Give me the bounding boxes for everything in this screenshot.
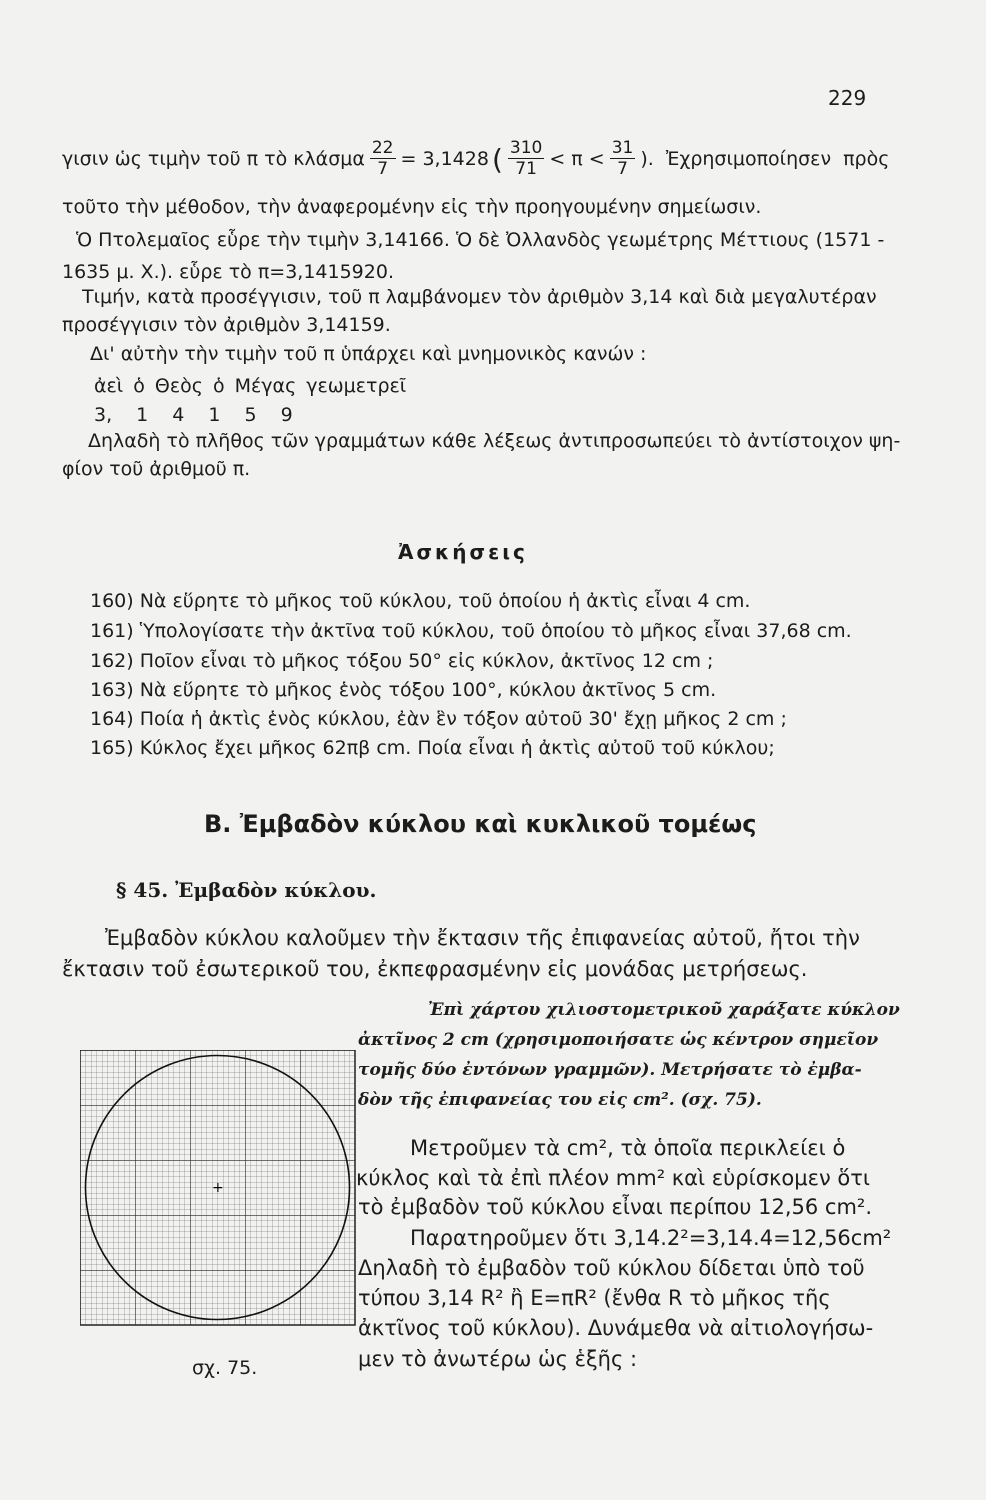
figure-caption: σχ. 75. [192, 1357, 258, 1379]
exercise-item: 161) Ὑπολογίσατε τὴν ἀκτῖνα τοῦ κύκλου, τοῦ ὁποίου τὸ μῆκος εἶναι 37,68 cm. [90, 620, 852, 642]
exercise-item: 165) Κύκλος ἔχει μῆκος 62πβ cm. Ποία εἶναι ἡ ἀκτὶς αὐτοῦ τοῦ κύκλου; [90, 737, 775, 759]
mnemonic-digits: 3, 1 4 1 5 9 [94, 404, 293, 426]
para1-line: Τιμήν, κατὰ προσέγγισιν, τοῦ π λαμβάνομεν τὸν ἀριθμὸν 3,14 καὶ διὰ μεγαλυτέραν [82, 286, 877, 308]
figure-75-graph-paper [80, 1050, 360, 1340]
para1-line: Ὁ Πτολεμαῖος εὗρε τὴν τιμὴν 3,14166. Ὁ δὲ Ὀλλανδὸς γεωμέτρης Μέττιους (1571 - [76, 229, 885, 251]
frac-num: 31 [611, 138, 634, 158]
section-title: Β. Ἐμβαδὸν κύκλου καὶ κυκλικοῦ τομέως [204, 810, 757, 838]
fraction-310-71 [508, 140, 544, 178]
para1-line: 1635 μ. Χ.). εὗρε τὸ π=3,1415920. [62, 261, 394, 283]
exercise-item: 162) Ποῖον εἶναι τὸ μῆκος τόξου 50° εἰς κύκλον, ἀκτῖνος 12 cm ; [90, 650, 714, 672]
right-line: κύκλος καὶ τὰ ἐπὶ πλέον mm² καὶ εὑρίσκομεν ὅτι [356, 1166, 870, 1190]
right-line: τύπου 3,14 R² ἢ E=πR² (ἔνθα R τὸ μῆκος τῆς [358, 1286, 831, 1310]
right-line: Δηλαδὴ τὸ ἐμβαδὸν τοῦ κύκλου δίδεται ὑπὸ τοῦ [358, 1256, 865, 1280]
right-line: Παρατηροῦμεν ὅτι 3,14.2²=3,14.4=12,56cm² [410, 1226, 892, 1250]
center-mark: + [212, 1180, 224, 1196]
exercise-item: 160) Νὰ εὕρητε τὸ μῆκος τοῦ κύκλου, τοῦ ὁποίου ἡ ἀκτὶς εἶναι 4 cm. [90, 590, 751, 612]
exercise-item: 164) Ποία ἡ ἀκτὶς ἑνὸς κύκλου, ἐὰν ἓν τόξον αὐτοῦ 30' ἔχῃ μῆκος 2 cm ; [90, 708, 787, 730]
page-number: 229 [828, 86, 867, 110]
right-line: μεν τὸ ἀνωτέρω ὡς ἑξῆς : [358, 1347, 638, 1371]
frac-num: 310 [509, 138, 543, 158]
right-line: Μετροῦμεν τὰ cm², τὰ ὁποῖα περικλείει ὁ [410, 1136, 846, 1160]
fraction-31-7 [610, 140, 636, 178]
formula-line [62, 140, 889, 178]
fraction-22-7 [370, 140, 396, 178]
definition-line: Ἐμβαδὸν κύκλου καλοῦμεν τὴν ἔκτασιν τῆς ἐπιφανείας αὐτοῦ, ἤτοι τὴν [105, 926, 860, 950]
frac-den: 71 [515, 159, 537, 179]
formula-suffix: ). Ἐχρησιμοποίησεν πρὸς [640, 148, 890, 170]
exercises-title: Ἀσκήσεις [398, 540, 528, 564]
formula-prefix: γισιν ὡς τιμὴν τοῦ π τὸ κλάσμα [62, 148, 365, 170]
right-line: ἀκτῖνος τοῦ κύκλου). Δυνάμεθα νὰ αἰτιολογήσω- [358, 1316, 874, 1340]
italic-line: τομῆς δύο ἐντόνων γραμμῶν). Μετρήσατε τὸ ἐμβα- [358, 1060, 862, 1080]
frac-den: 7 [377, 159, 389, 179]
italic-line: δὸν τῆς ἐπιφανείας του εἰς cm². (σχ. 75). [358, 1090, 762, 1110]
formula-lt: < π < [549, 148, 605, 170]
subsection-title: § 45. Ἐμβαδὸν κύκλου. [116, 878, 377, 902]
frac-num: 22 [371, 138, 394, 158]
italic-line: ἀκτῖνος 2 cm (χρησιμοποιήσατε ὡς κέντρον σημεῖον [358, 1030, 879, 1050]
mnemonic-phrase: ἀεὶ ὁ Θεὸς ὁ Μέγας γεωμετρεῖ [94, 375, 407, 397]
exercise-item: 163) Νὰ εὕρητε τὸ μῆκος ἑνὸς τόξου 100°, κύκλου ἀκτῖνος 5 cm. [90, 679, 717, 701]
frac-den: 7 [617, 159, 628, 179]
para1-line: Δι' αὐτὴν τὴν τιμὴν τοῦ π ὑπάρχει καὶ μνημονικὸς κανών : [90, 343, 647, 365]
definition-line: ἔκτασιν τοῦ ἐσωτερικοῦ του, ἐκπεφρασμένην εἰς μονάδας μετρήσεως. [62, 957, 808, 981]
para1-line: Δηλαδὴ τὸ πλῆθος τῶν γραμμάτων κάθε λέξεως ἀντιπροσωπεύει τὸ ἀντίστοιχον ψη- [88, 430, 901, 452]
formula-eq: = 3,1428 [400, 148, 489, 170]
right-line: τὸ ἐμβαδὸν τοῦ κύκλου εἶναι περίπου 12,56 cm². [358, 1195, 872, 1219]
para1-line: φίον τοῦ ἀριθμοῦ π. [62, 458, 251, 480]
para1-line: προσέγγισιν τὸν ἀριθμὸν 3,14159. [62, 314, 391, 336]
para1-line: τοῦτο τὴν μέθοδον, τὴν ἀναφερομένην εἰς τὴν προηγουμένην σημείωσιν. [62, 196, 762, 218]
italic-line: Ἐπὶ χάρτου χιλιοστομετρικοῦ χαράξατε κύκλον [428, 1000, 900, 1020]
open-paren: ( [491, 142, 503, 176]
